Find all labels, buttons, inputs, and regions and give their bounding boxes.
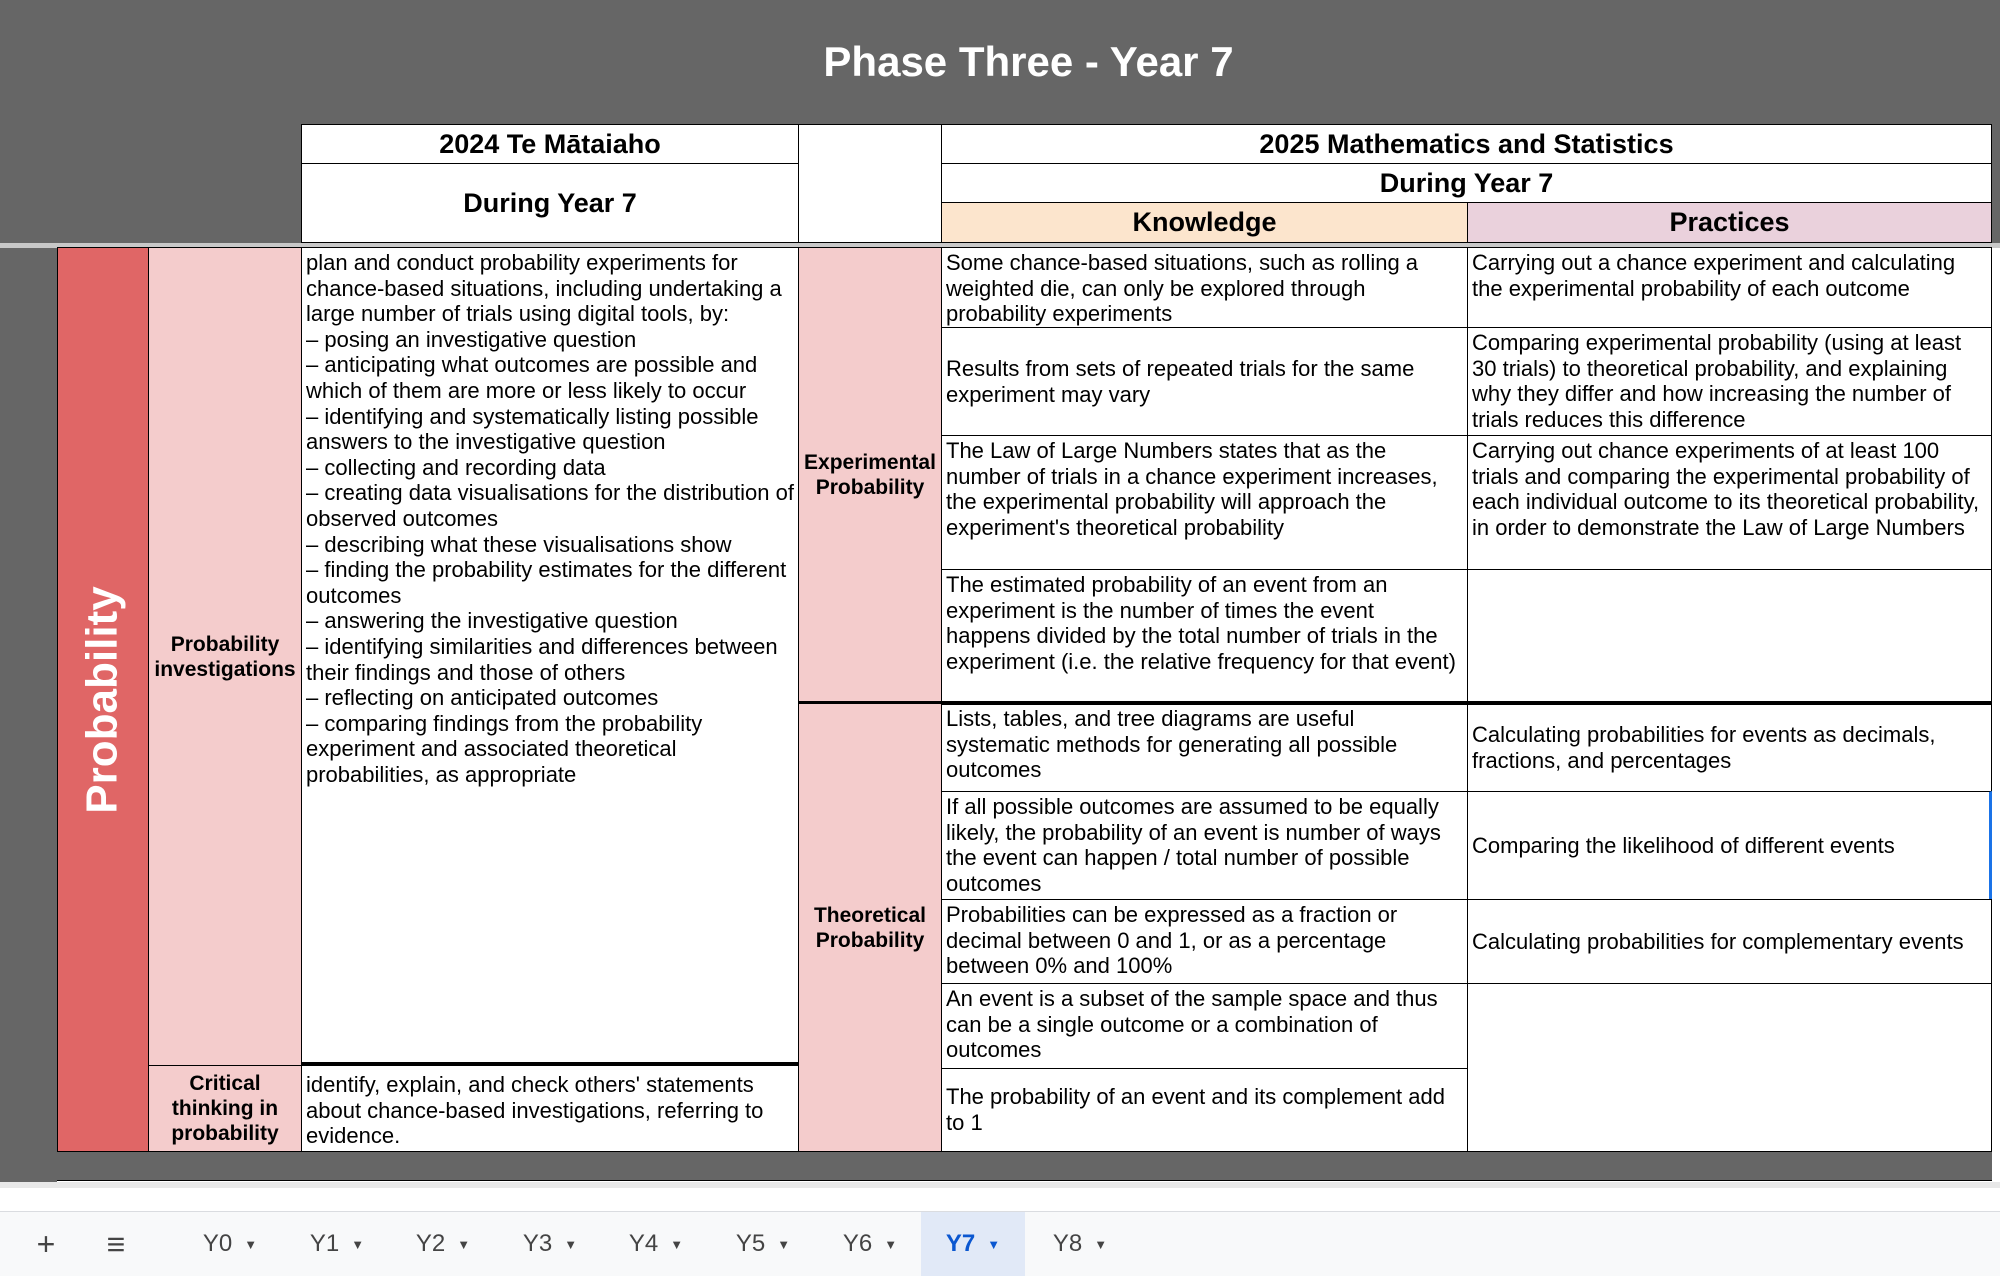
- knowledge-item[interactable]: The estimated probability of an event from an experiment is the number of times the event happens divided by the total number of trials in the experiment (i.e. the relative frequency for that event): [941, 569, 1468, 705]
- tab-label: Y6: [842, 1230, 873, 1257]
- practice-item[interactable]: Comparing experimental probability (using at least 30 trials) to theoretical probability, and explaining why they differ and how increasing the number of trials reduces this difference: [1467, 327, 1992, 436]
- caret-down-icon[interactable]: ▼: [457, 1236, 471, 1252]
- strand-cell[interactable]: [57, 247, 149, 1152]
- tab-y7-active[interactable]: [921, 1212, 1025, 1276]
- tab-y1[interactable]: [287, 1212, 387, 1276]
- tab-y5[interactable]: [713, 1212, 813, 1276]
- knowledge-item[interactable]: Lists, tables, and tree diagrams are useful systematic methods for generating all possible outcomes: [941, 703, 1468, 792]
- curriculum-text[interactable]: plan and conduct probability experiments for chance-based situations, including undertaking a large number of trials using digital tools, by: – posing an investigative question – anticipating what outcomes are possible and which of them are more or less likely to occur – identifying and systematically listing possible answers to the investigative question – collecting and recording data – creating data visualisations for the distribution of observed outcomes – describing what these visualisations show – finding the probability estimates for the different outcomes – answering the investigative question – identifying similarities and differences between their findings and those of others – reflecting on anticipated outcomes – comparing findings from the probability experiment and associated theoretical probabilities, as appropriate: [301, 247, 799, 1066]
- group-experimental-probability[interactable]: Experimental Probability: [798, 247, 942, 705]
- footer-band: [57, 1152, 1992, 1181]
- tab-y6[interactable]: [820, 1212, 920, 1276]
- practice-empty[interactable]: [1467, 569, 1992, 705]
- knowledge-item[interactable]: An event is a subset of the sample space and thus can be a single outcome or a combination of outcomes: [941, 983, 1468, 1069]
- caret-down-icon[interactable]: ▼: [244, 1236, 258, 1252]
- knowledge-item[interactable]: Results from sets of repeated trials for the same experiment may vary: [941, 327, 1468, 436]
- caret-down-icon[interactable]: ▼: [564, 1236, 578, 1252]
- curriculum-text[interactable]: identify, explain, and check others' statements about chance-based investigations, referring to evidence.: [301, 1065, 799, 1152]
- header-blank[interactable]: [798, 124, 942, 243]
- caret-down-icon[interactable]: ▼: [670, 1236, 684, 1252]
- practice-item[interactable]: Carrying out a chance experiment and calculating the experimental probability of each outcome: [1467, 247, 1992, 328]
- practice-item[interactable]: Comparing the likelihood of different events: [1467, 791, 1992, 900]
- left-margin: [0, 248, 57, 1188]
- topic-critical-thinking[interactable]: Critical thinking in probability: [148, 1065, 302, 1152]
- header-2024[interactable]: 2024 Te Mātaiaho: [301, 124, 799, 164]
- caret-down-icon[interactable]: ▼: [777, 1236, 791, 1252]
- knowledge-item[interactable]: Some chance-based situations, such as rolling a weighted die, can only be explored through probability experiments: [941, 247, 1468, 328]
- footer-strip: [0, 1182, 2000, 1188]
- tab-y2[interactable]: [393, 1212, 493, 1276]
- tab-y4[interactable]: [606, 1212, 706, 1276]
- header-practices[interactable]: Practices: [1467, 202, 1992, 243]
- knowledge-item[interactable]: The probability of an event and its complement add to 1: [941, 1068, 1468, 1152]
- header-2025[interactable]: 2025 Mathematics and Statistics: [941, 124, 1992, 164]
- tab-label: Y8: [1052, 1230, 1083, 1257]
- practice-empty[interactable]: [1467, 983, 1992, 1152]
- topic-probability-investigations[interactable]: Probability investigations: [148, 247, 302, 1066]
- caret-down-icon[interactable]: ▼: [1094, 1236, 1108, 1252]
- tab-label: Y1: [309, 1230, 340, 1257]
- strand-label: Probability: [78, 585, 127, 814]
- tab-label: Y5: [735, 1230, 766, 1257]
- caret-down-icon[interactable]: ▼: [884, 1236, 898, 1252]
- tab-label: Y4: [628, 1230, 659, 1257]
- tab-label: Y0: [202, 1230, 233, 1257]
- tab-y3[interactable]: [500, 1212, 600, 1276]
- practice-item[interactable]: Carrying out chance experiments of at least 100 trials and comparing the experimental probability of each individual outcome to its theoretical probability, in order to demonstrate the Law of Large Numbers: [1467, 435, 1992, 570]
- caret-down-icon[interactable]: ▼: [987, 1236, 1001, 1252]
- knowledge-item[interactable]: The Law of Large Numbers states that as the number of trials in a chance experiment increases, the experimental probability will approach the experiment's theoretical probability: [941, 435, 1468, 570]
- caret-down-icon[interactable]: ▼: [351, 1236, 365, 1252]
- tab-label: Y2: [415, 1230, 446, 1257]
- header-2024-sub[interactable]: During Year 7: [301, 163, 799, 243]
- all-sheets-menu-icon[interactable]: ≡: [106, 1225, 126, 1262]
- knowledge-item[interactable]: Probabilities can be expressed as a fraction or decimal between 0 and 1, or as a percentage between 0% and 100%: [941, 899, 1468, 984]
- page-title: Phase Three - Year 7: [823, 38, 1234, 85]
- header-knowledge[interactable]: Knowledge: [941, 202, 1468, 243]
- tab-label: Y3: [522, 1230, 553, 1257]
- tab-y8[interactable]: [1030, 1212, 1130, 1276]
- add-sheet-button[interactable]: +: [36, 1225, 56, 1262]
- header-2025-sub[interactable]: During Year 7: [941, 163, 1992, 203]
- knowledge-item[interactable]: If all possible outcomes are assumed to be equally likely, the probability of an event is number of ways the event can happen / total number of possible outcomes: [941, 791, 1468, 900]
- group-theoretical-probability[interactable]: Theoretical Probability: [798, 703, 942, 1152]
- tab-label: Y7: [945, 1230, 976, 1257]
- tab-y0[interactable]: [180, 1212, 280, 1276]
- practice-item[interactable]: Calculating probabilities for complementary events: [1467, 899, 1992, 984]
- practice-item[interactable]: Calculating probabilities for events as decimals, fractions, and percentages: [1467, 703, 1992, 792]
